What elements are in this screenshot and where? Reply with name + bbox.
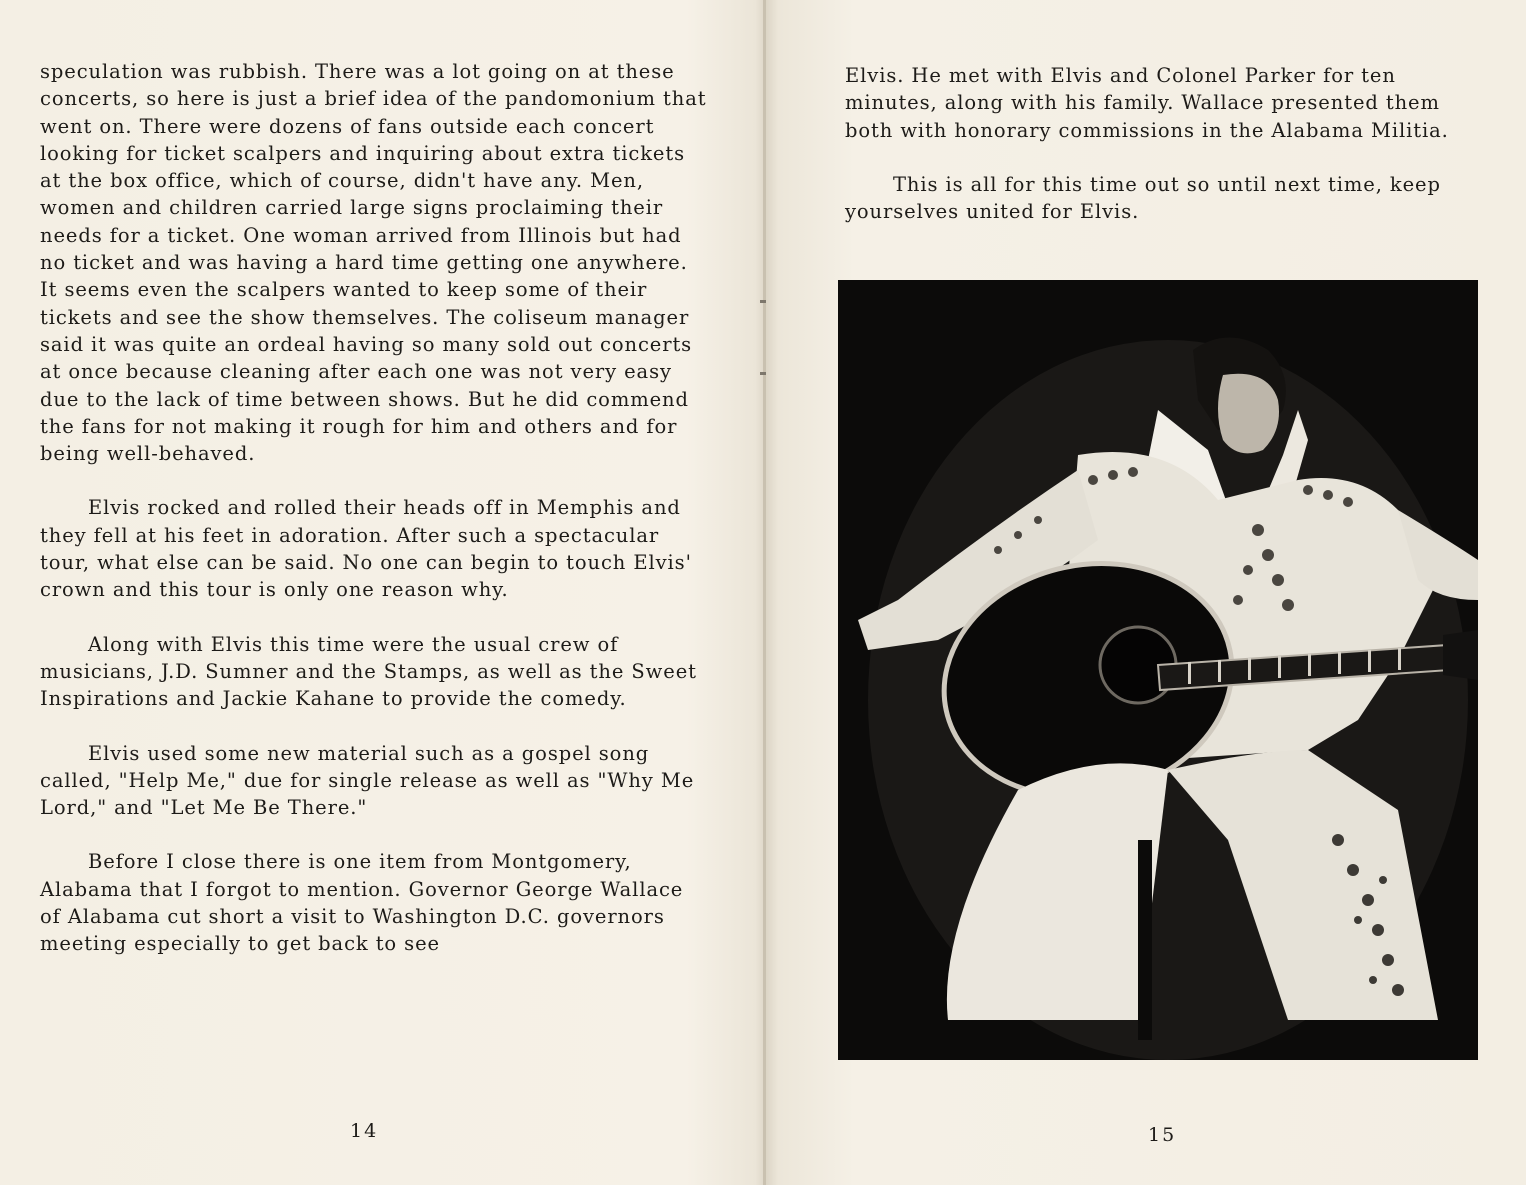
performer-photo [838,280,1478,1060]
right-paragraph-1: Elvis. He met with Elvis and Colonel Parker for ten minutes, along with his family. Wallace presented them both with honorary commissions in the Alabama Militia. [845,64,1449,142]
photo-performer-with-guitar-icon [838,280,1478,1060]
center-gutter [763,0,766,1185]
staple-mark-bottom [760,372,766,375]
left-paragraph-5: Before I close there is one item from Montgomery, Alabama that I forgot to mention. Governor George Wallace of Alabama cut short a visit to Washington D.C. governors meeting especially to get back to see [40,850,684,956]
left-paragraph-1: speculation was rubbish. There was a lot going on at these concerts, so here is just a brief idea of the pandomonium that went on. There were dozens of fans outside each concert looking for ticket scalpers and inquiring about extra tickets at the box office, which of course, didn't have any. Men, women and children carried large signs proclaiming their needs for a ticket. One woman arrived from Illinois but had no ticket and was having a hard time getting one anywhere. It seems even the scalpers wanted to keep some of their tickets and see the show themselves. The coliseum manager said it was quite an ordeal having so many sold out concerts at once because cleaning after each one was not very easy due to the lack of time between shows. But he did commend the fans for not making it rough for him and others and for being well-behaved. [40,60,707,466]
right-paragraph-2: This is all for this time out so until next time, keep yourselves united for Elvis. [845,172,1441,224]
left-paragraph-3: Along with Elvis this time were the usual crew of musicians, J.D. Sumner and the Stamps, as well as the Sweet Inspirations and Jackie Kahane to provide the comedy. [40,632,697,711]
left-paragraph-2: Elvis rocked and rolled their heads off in Memphis and they fell at his feet in adoration. After such a spectacular tour, what else can be said. No one can begin to touch Elvis' crown and this tour is only one reason why. [40,496,692,602]
right-page-text [845,62,1485,225]
staple-mark-top [760,300,766,303]
left-page-text [40,58,710,958]
right-page-number: 15 [1148,1124,1177,1146]
left-page-number: 14 [350,1120,379,1142]
left-paragraph-4: Elvis used some new material such as a gospel song called, "Help Me," due for single release as well as "Why Me Lord," and "Let Me Be There." [40,741,695,820]
